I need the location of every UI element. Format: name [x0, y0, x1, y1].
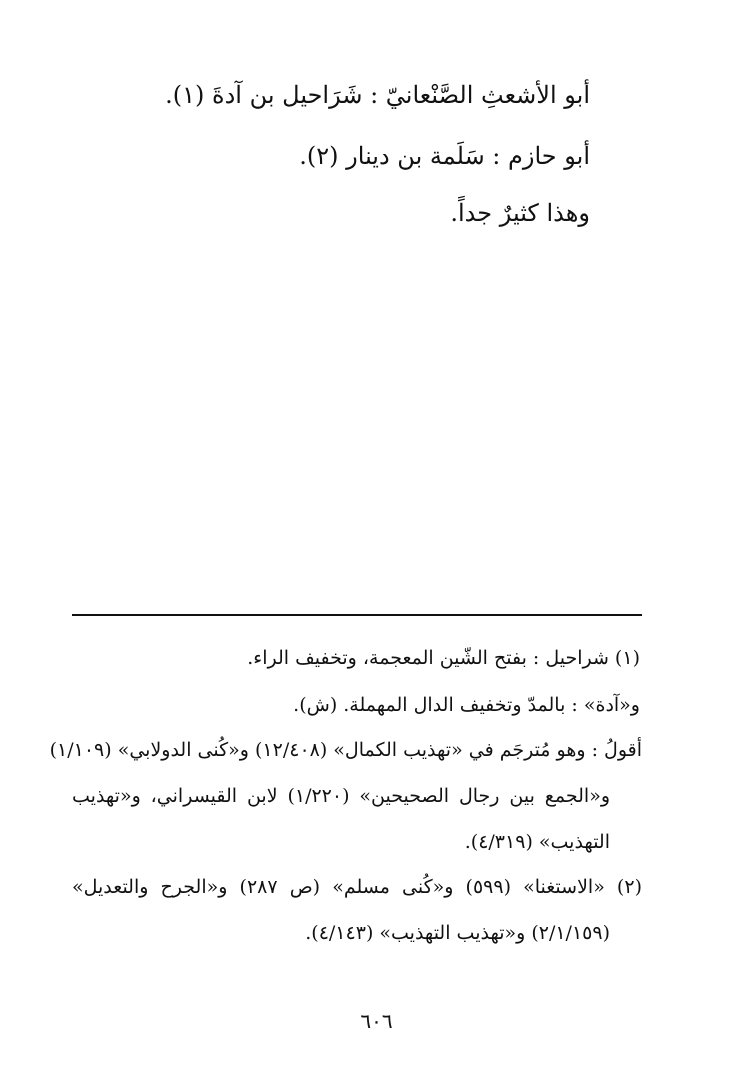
footnote-divider: [72, 614, 642, 616]
footnote-line-2: و«آدة» : بالمدّ وتخفيف الدال المهملة. (ش).: [293, 694, 640, 716]
page-number: ٦٠٦: [360, 1009, 393, 1033]
footnote-line-5: التهذيب» (٤/٣١٩).: [464, 831, 610, 853]
footnote-line-7: (٢/١/١٥٩) و«تهذيب التهذيب» (٤/١٤٣).: [305, 922, 610, 944]
footnote-line-4: و«الجمع بين رجال الصحيحين» (١/٢٢٠) لابن القيسراني، و«تهذيب: [72, 785, 611, 807]
footnote-line-1: (١) شراحيل : بفتح الشّين المعجمة، وتخفيف الراء.: [247, 647, 640, 669]
footnote-line-3: أقولُ : وهو مُترجَم في «تهذيب الكمال» (١٢/٤٠٨) و«كُنى الدولابي» (١/١٠٩): [49, 739, 642, 761]
main-text-line-1: أبو الأشعثِ الصَّنْعانيّ : شَرَاحيل بن آدةَ (١).: [165, 81, 590, 109]
footnote-line-6: (٢) «الاستغنا» (٥٩٩) و«كُنى مسلم» (ص ٢٨٧) و«الجرح والتعديل»: [72, 876, 642, 898]
main-text-line-2: أبو حازم : سَلَمة بن دينار (٢).: [299, 142, 590, 170]
main-text-line-3: وهذا كثيرٌ جداً.: [450, 199, 590, 227]
